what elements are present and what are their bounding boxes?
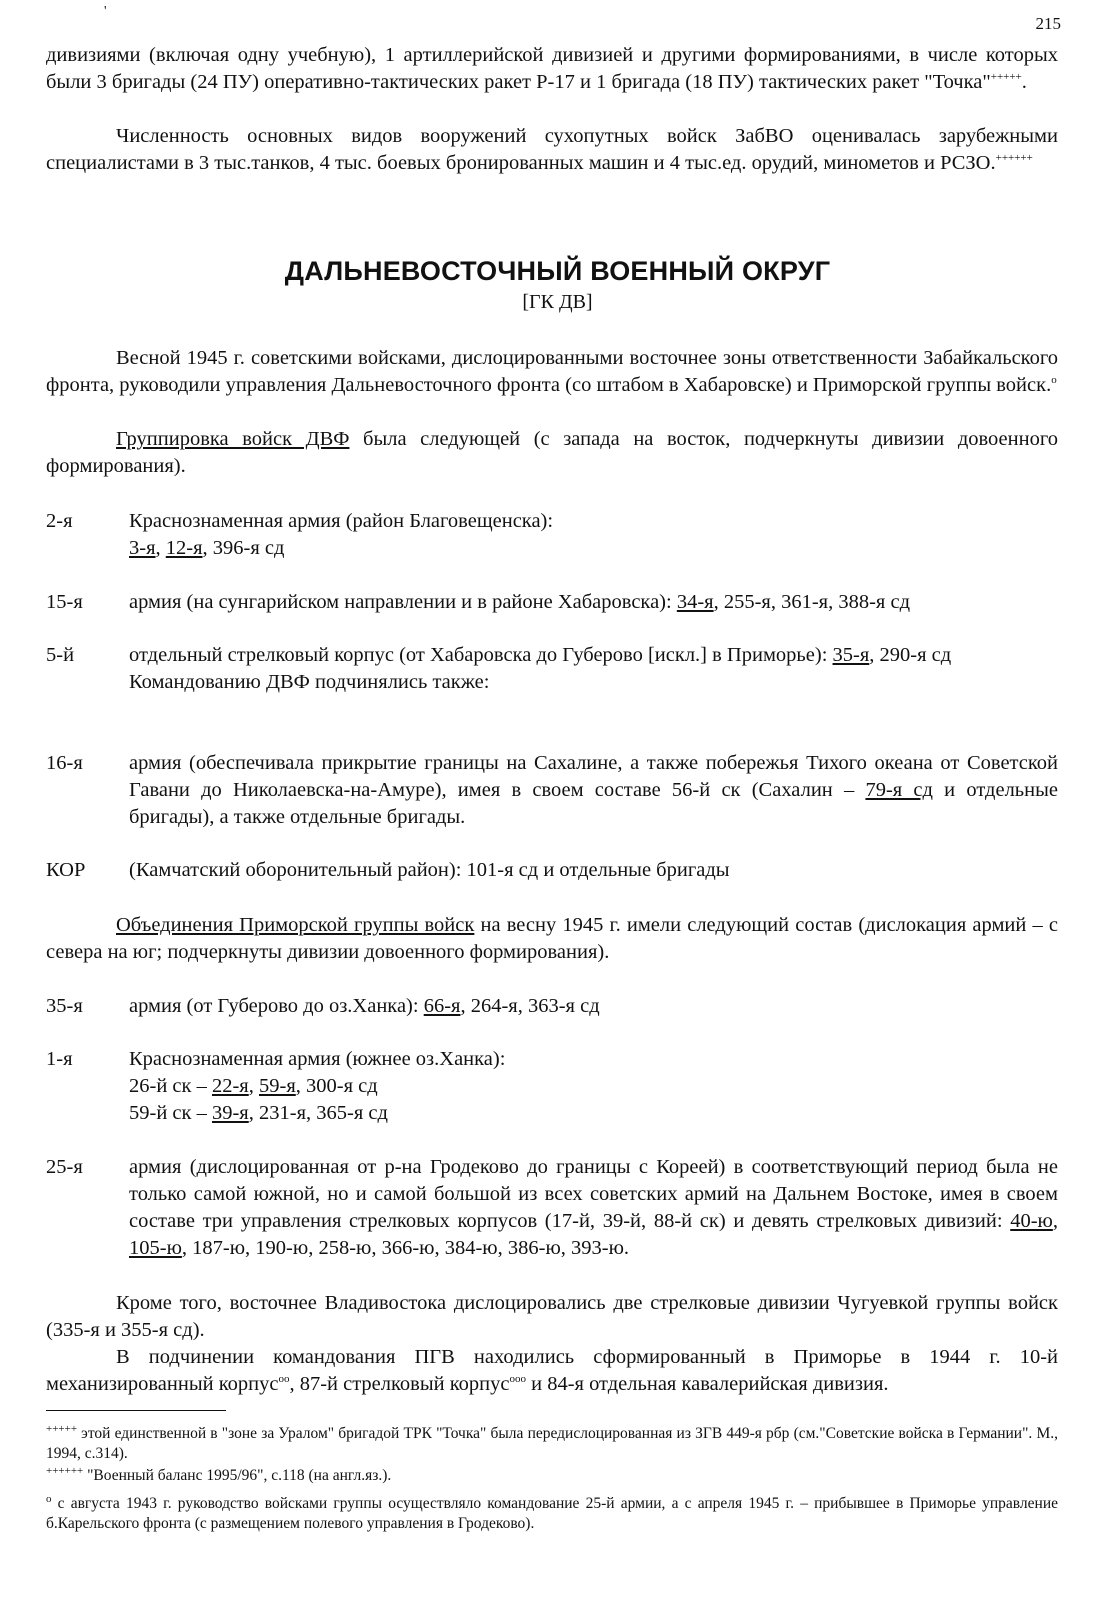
page-mark: ' bbox=[104, 4, 107, 19]
footnote-1: +++++ этой единственной в "зоне за Уралом" бригадой ТРК "Точка" была передислоцированная из ЗГВ 449-я рбр (см."Советские войска в Германии". М., 1994, с.314). bbox=[46, 1422, 1058, 1462]
paragraph-pgv-composition: Объединения Приморской группы войск на весну 1945 г. имели следующий состав (дислокация армий – с севера на юг; подчеркнуты дивизии довоенного формирования). bbox=[46, 914, 1059, 963]
footnote-ref[interactable]: оо bbox=[278, 1373, 290, 1386]
paragraph-dvf-grouping: Группировка войск ДВФ была следующей (с запада на восток, подчеркнуты дивизии довоенного формирования). bbox=[46, 428, 1058, 477]
entry-label: 2-я bbox=[46, 510, 73, 532]
footnote-ref[interactable]: ++++++ bbox=[995, 152, 1033, 165]
entry-2-army: 2-я Краснознаменная армия (район Благовещенска): 3-я, 12-я, 396-я сд bbox=[46, 510, 554, 559]
entry-25-army: 25-я армия (дислоцированная от р-на Гродеково до границы с Кореей) в соответствующий период была не только самой южной, но и самой большой из всех советских армий на Дальнем Востоке, имея в своем составе три управления стрелковых корпусов (17-й, 39-й, 88-й ск) и девять стрелковых дивизий: 40-ю, 105-ю, 187-ю, 190-ю, 258-ю, 366-ю, 384-ю, 386-ю, 393-ю. bbox=[46, 1156, 1058, 1259]
entry-15-army: 15-я армия (на сунгарийском направлении и в районе Хабаровска): 34-я, 255-я, 361-я, 388-я сд bbox=[46, 589, 1058, 616]
footnote-2: ++++++ "Военный баланс 1995/96", с.118 (на англ.яз.). bbox=[46, 1464, 392, 1484]
entry-16-army: 16-я армия (обеспечивала прикрытие границы на Сахалине, а также побережья Тихого океана от Советской Гавани до Николаевска-на-Амуре), имея в своем составе 56-й ск (Сахалин – 79-я сд и отдельные бригады), а также отдельные бригады. bbox=[46, 752, 1058, 828]
page-number: 215 bbox=[1035, 14, 1061, 33]
footnote-ref[interactable]: ооо bbox=[509, 1373, 526, 1386]
entry-1-army: 1-я Краснознаменная армия (южнее оз.Ханка): 26-й ск – 22-я, 59-я, 300-я сд 59-й ск – 39-я, 231-я, 365-я сд bbox=[46, 1048, 506, 1124]
entry-label: 5-й bbox=[46, 644, 75, 666]
entry-5-corps: 5-й отдельный стрелковый корпус (от Хабаровска до Губерово [искл.] в Приморье): 35-я, 290-я сд Командованию ДВФ подчинялись также: bbox=[46, 644, 952, 693]
paragraph-spring-1945: Весной 1945 г. советскими войсками, дислоцированными восточнее зоны ответственности Забайкальского фронта, руководили управления Дальневосточного фронта (со штабом в Хабаровске) и Приморской группы войск.$^о$ bbox=[46, 347, 1058, 396]
entry-label: 16-я bbox=[46, 752, 83, 774]
footnote-3: $^о$ с августа 1943 г. руководство войсками группы осуществляло командование 25-й армии, а с апреля 1945 г. – прибывшее в Приморье управление б.Карельского фронта (с размещением полевого управления в Гродеково). bbox=[46, 1492, 1058, 1532]
footnote-divider bbox=[46, 1410, 226, 1411]
entry-label: 25-я bbox=[46, 1156, 83, 1178]
entry-label: КОР bbox=[46, 859, 86, 881]
intro-paragraph-2: Численность основных видов вооружений сухопутных войск ЗабВО оценивалась зарубежными специалистами в 3 тыс.танков, 4 тыс. боевых бронированных машин и 4 тыс.ед. орудий, минометов и РСЗО.++++++ bbox=[46, 125, 1058, 174]
footnote-ref[interactable]: +++++ bbox=[990, 71, 1022, 84]
intro-paragraph-1: дивизиями (включая одну учебную), 1 артиллерийской дивизией и другими формированиями, в числе которых были 3 бригады (24 ПУ) оперативно-тактических ракет Р-17 и 1 бригада (18 ПУ) тактических ракет "Точка"+++++. bbox=[46, 44, 1058, 93]
entry-label: 35-я bbox=[46, 995, 83, 1017]
entry-label: 15-я bbox=[46, 591, 83, 613]
paragraph-chuguevka-group: Кроме того, восточнее Владивостока дислоцировались две стрелковые дивизии Чугуевкой группы войск (335-я и 355-я сд). bbox=[46, 1292, 1058, 1341]
section-heading bbox=[0, 256, 1115, 314]
section-title: ДАЛЬНЕВОСТОЧНЫЙ ВОЕННЫЙ ОКРУГ bbox=[284, 256, 831, 286]
paragraph-pgv-subordination: В подчинении командования ПГВ находились сформированный в Приморье в 1944 г. 10-й механизированный корпус$^{оо}$, 87-й стрелковый корпус$^{ооо}$ и 84-я отдельная кавалерийская дивизия. bbox=[46, 1346, 1058, 1395]
entry-kor: КОР (Камчатский оборонительный район): 101-я сд и отдельные бригады bbox=[46, 857, 1058, 884]
footnote-ref[interactable]: о bbox=[1051, 374, 1057, 387]
section-subtitle: [ГК ДВ] bbox=[522, 291, 593, 313]
entry-label: 1-я bbox=[46, 1048, 73, 1070]
entry-35-army: 35-я армия (от Губерово до оз.Ханка): 66-я, 264-я, 363-я сд bbox=[46, 993, 1058, 1020]
